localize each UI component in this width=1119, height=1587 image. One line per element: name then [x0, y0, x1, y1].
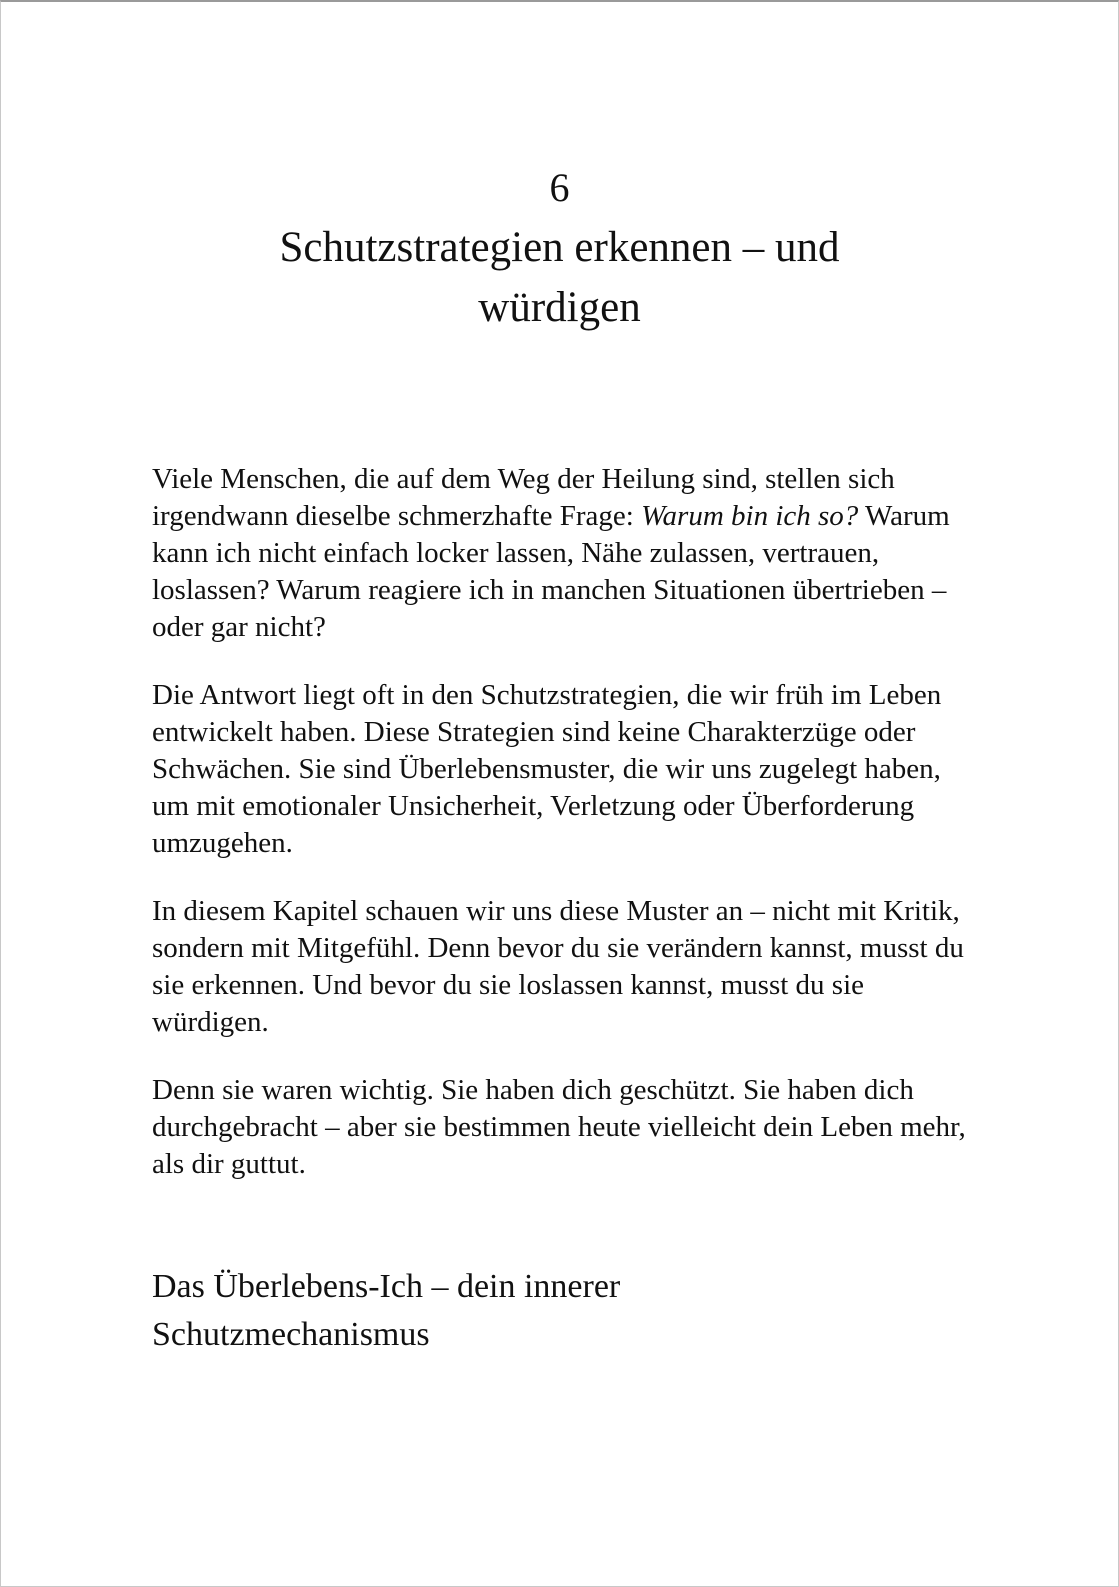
- paragraph-1-text-start: Viele Menschen, die auf dem Weg der Heilung sind, stellen sich irgendwann dieselbe schmerzhafte Frage:: [152, 463, 895, 532]
- chapter-number: 6: [549, 165, 570, 210]
- chapter-body: [152, 461, 982, 1214]
- chapter-title-line-1: Schutzstrategien erkennen – und: [279, 224, 840, 271]
- paragraph-1: [152, 461, 982, 646]
- paragraph-3: In diesem Kapitel schauen wir uns diese Muster an – nicht mit Kritik, sondern mit Mitgefühl. Denn bevor du sie verändern kannst, musst du sie erkennen. Und bevor du sie loslassen kannst, musst du sie würdigen.: [152, 895, 964, 1038]
- section-heading-line-2: Schutzmechanismus: [152, 1316, 430, 1353]
- section-heading: [152, 1263, 952, 1359]
- paragraph-1-text-end: Warum kann ich nicht einfach locker lassen, Nähe zulassen, vertrauen, loslassen? Warum reagiere ich in manchen Situationen übertrieben – oder gar nicht?: [152, 500, 950, 643]
- paragraph-4: Denn sie waren wichtig. Sie haben dich geschützt. Sie haben dich durchgebracht – aber sie bestimmen heute vielleicht dein Leben mehr, als dir guttut.: [152, 1074, 966, 1180]
- paragraph-2: Die Antwort liegt oft in den Schutzstrategien, die wir früh im Leben entwickelt haben. Diese Strategien sind keine Charakterzüge oder Schwächen. Sie sind Überlebensmuster, die wir uns zugelegt haben, um mit emotionaler Unsicherheit, Verletzung oder Überforderung umzugehen.: [152, 679, 942, 859]
- paragraph-1-emphasis: Warum bin ich so?: [641, 500, 859, 532]
- chapter-title: [201, 218, 918, 338]
- chapter-title-line-2: würdigen: [478, 284, 641, 331]
- section-heading-line-1: Das Überlebens-Ich – dein innerer: [152, 1268, 621, 1305]
